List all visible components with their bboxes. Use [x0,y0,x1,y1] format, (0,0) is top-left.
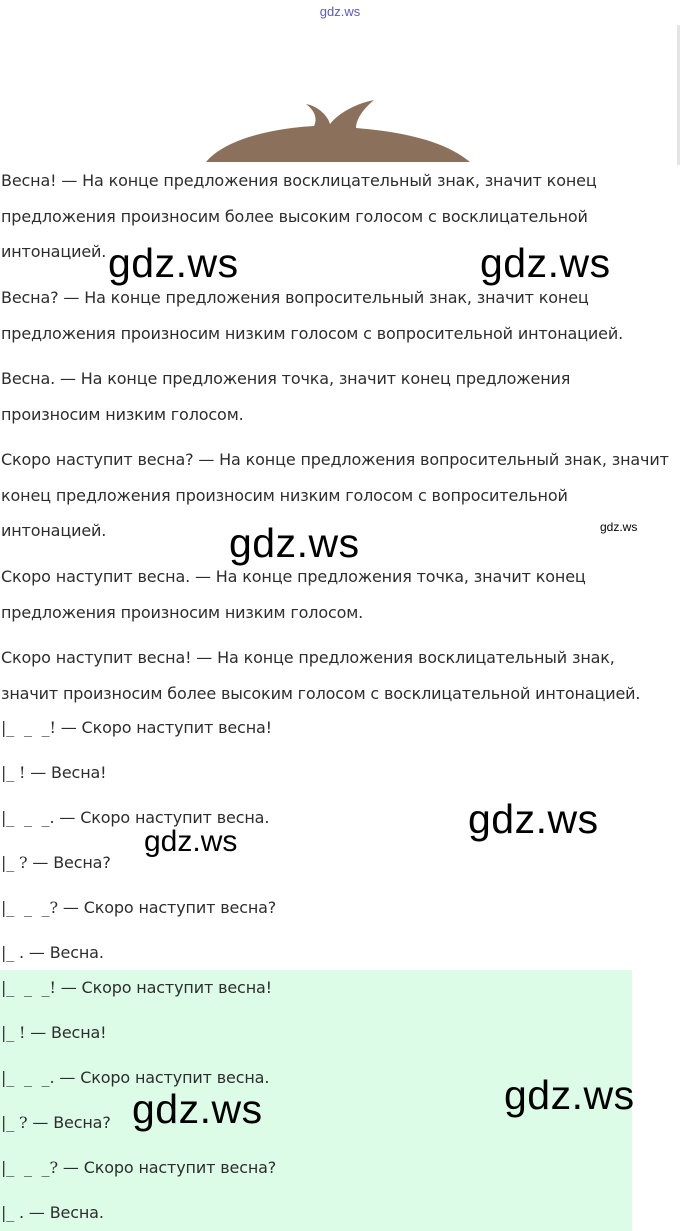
watermark: gdz.ws [132,1086,263,1132]
scheme-line [1,853,111,872]
scheme-text: — Весна! [25,1023,107,1042]
scheme-mark: |_ ! [1,763,26,782]
answer-scheme-line [1,978,272,997]
paragraph-3: Весна. — На конце предложения точка, значит конец предложения произносим низким голосом. [1,369,571,424]
answer-scheme-line [1,1113,111,1132]
watermark: gdz.ws [108,240,239,286]
scheme-line [1,943,104,962]
scheme-text: — Весна. [23,943,104,962]
watermark: gdz.ws [229,520,360,566]
paragraph-4: Скоро наступит весна? — На конце предложения вопросительный знак, значит конец предложения произносим низким голосом с вопросительной интонацией. [1,450,669,540]
answer-scheme-line [1,1068,269,1087]
scheme-text: — Весна. [23,1203,104,1222]
scheme-text: — Скоро наступит весна! [55,718,272,737]
scheme-mark: |_ _ _. [1,808,55,827]
scheme-text: — Весна? [27,1113,111,1132]
paragraph-6: Скоро наступит весна! — На конце предложения восклицательный знак, значит произносим более высоким голосом с восклицательной интонацией. [1,648,641,703]
paragraph-2: Весна? — На конце предложения вопросительный знак, значит конец предложения произносим низким голосом с вопросительной интонацией. [1,288,624,343]
scheme-mark: |_ _ _? [1,1158,58,1177]
paragraph-1: Весна! — На конце предложения восклицательный знак, значит конец предложения произносим более высоким голосом с восклицательной интонацией. [1,171,597,261]
watermark: gdz.ws [480,240,611,286]
watermark: gdz.ws [144,825,238,858]
paragraph-5: Скоро наступит весна. — На конце предложения точка, значит конец предложения произносим низким голосом. [1,567,586,622]
hair-illustration-icon [206,98,472,164]
scheme-line [1,898,276,917]
scheme-text: — Скоро наступит весна! [55,978,272,997]
scheme-mark: |_ _ _! [1,978,56,997]
scheme-mark: |_ _ _! [1,718,56,737]
answer-scheme-line [1,1203,104,1222]
watermark: gdz.ws [600,520,638,534]
scheme-text: — Скоро наступит весна? [57,898,277,917]
scheme-text: — Весна? [27,853,111,872]
scheme-text: — Весна! [25,763,107,782]
scheme-mark: |_ ! [1,1023,26,1042]
scheme-text: — Скоро наступит весна? [57,1158,277,1177]
scheme-mark: |_ . [1,943,24,962]
scheme-mark: |_ . [1,1203,24,1222]
scheme-mark: |_ _ _. [1,1068,55,1087]
watermark: gdz.ws [504,1072,635,1118]
watermark: gdz.ws [468,796,599,842]
scheme-mark: |_ ? [1,1113,28,1132]
scheme-text: — Скоро наступит весна. [54,1068,270,1087]
answer-scheme-line [1,1023,106,1042]
scheme-text: — Скоро наступит весна. [54,808,270,827]
answer-scheme-line [1,1158,276,1177]
scheme-line [1,763,106,782]
site-link[interactable]: gdz.ws [319,4,361,19]
scheme-mark: |_ _ _? [1,898,58,917]
scheme-mark: |_ ? [1,853,28,872]
scheme-line [1,718,272,737]
